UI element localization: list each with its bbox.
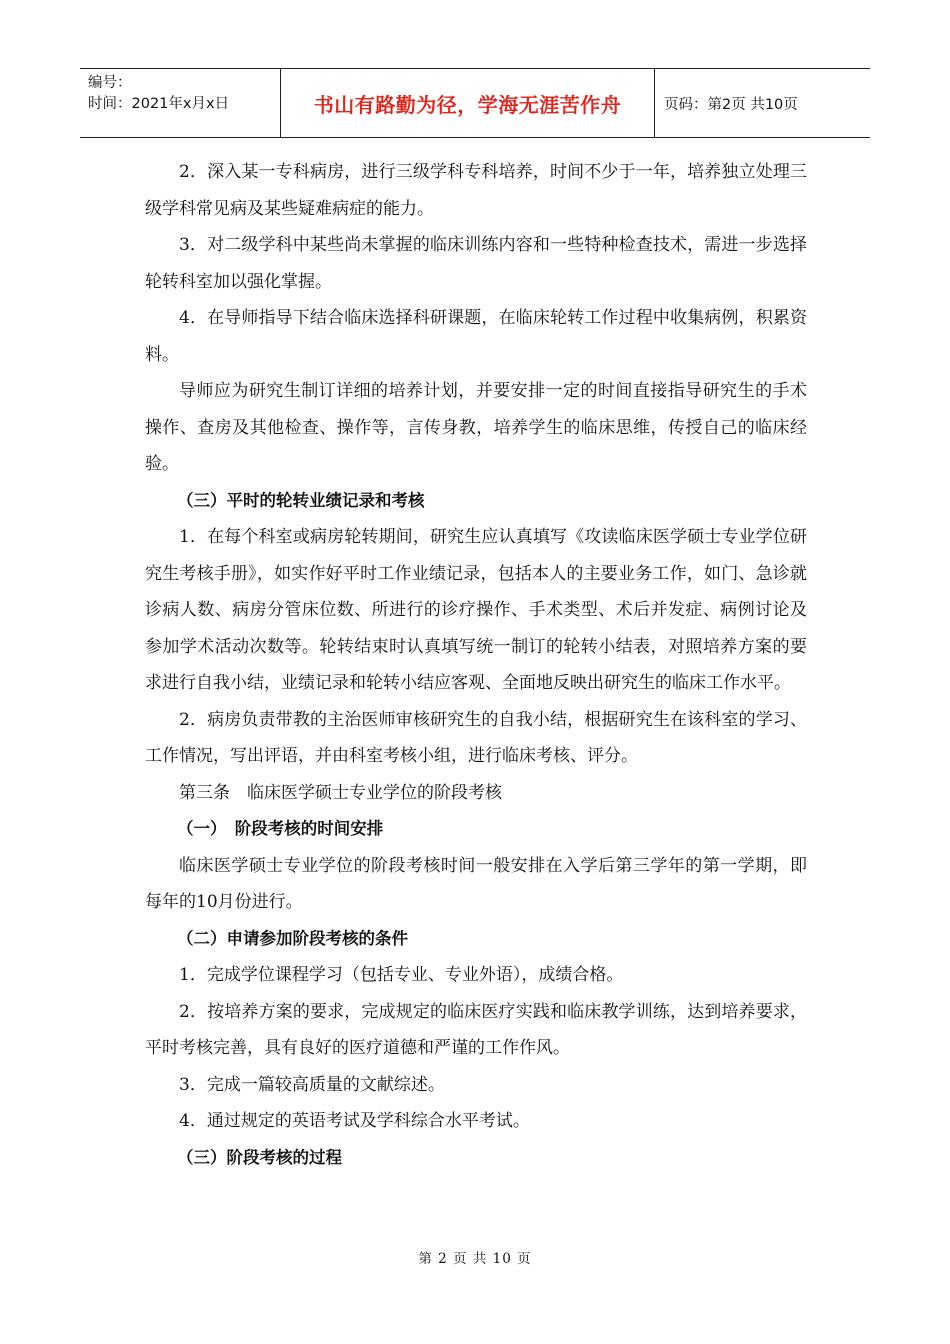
- section-heading: （三）阶段考核的过程: [177, 1147, 342, 1167]
- document-date-label: 时间：2021年x月x日: [88, 96, 230, 112]
- section-heading: （三）平时的轮转业绩记录和考核: [177, 490, 425, 510]
- header-page-number: 页码：第2页 共10页: [664, 96, 798, 113]
- document-body: [145, 154, 807, 1176]
- paragraph: 4．在导师指导下结合临床选择科研课题，在临床轮转工作过程中收集病例，积累资料。: [145, 308, 807, 365]
- header-motto: 书山有路勤为径，学海无涯苦作舟: [280, 69, 655, 137]
- paragraph: 2．病房负责带教的主治医师审核研究生的自我小结，根据研究生在该科室的学习、工作情况，写出评语，并由科室考核小组，进行临床考核、评分。: [145, 709, 807, 766]
- paragraph: 3．完成一篇较高质量的文献综述。: [179, 1074, 445, 1095]
- article-heading: 第三条 临床医学硕士专业学位的阶段考核: [179, 782, 502, 803]
- paragraph: 2．深入某一专科病房，进行三级学科专科培养，时间不少于一年，培养独立处理三级学科常见病及某些疑难病症的能力。: [145, 162, 807, 219]
- section-heading: （二）申请参加阶段考核的条件: [177, 928, 408, 948]
- paragraph: 3．对二级学科中某些尚未掌握的临床训练内容和一些特种检查技术，需进一步选择轮转科室加以强化掌握。: [145, 235, 807, 292]
- paragraph: 4．通过规定的英语考试及学科综合水平考试。: [179, 1111, 530, 1131]
- paragraph: 1．在每个科室或病房轮转期间，研究生应认真填写《攻读临床医学硕士专业学位研究生考核手册》，如实作好平时工作业绩记录，包括本人的主要业务工作，如门、急诊就诊病人数、病房分管床位数、所进行的诊疗操作、手术类型、术后并发症、病例讨论及参加学术活动次数等。轮转结束时认真填写统一制订的轮转小结表，对照培养方案的要求进行自我小结，业绩记录和轮转小结应客观、全面地反映出研究生的临床工作水平。: [145, 527, 807, 693]
- section-heading: （一） 阶段考核的时间安排: [177, 819, 384, 838]
- paragraph: 导师应为研究生制订详细的培养计划，并要安排一定的时间直接指导研究生的手术操作、查房及其他检查、操作等，言传身教，培养学生的临床思维，传授自己的临床经验。: [145, 381, 807, 474]
- header-meta: [80, 69, 280, 137]
- paragraph: 1．完成学位课程学习（包括专业、专业外语），成绩合格。: [179, 965, 624, 985]
- paragraph: 临床医学硕士专业学位的阶段考核时间一般安排在入学后第三学年的第一学期，即每年的10月份进行。: [145, 855, 807, 912]
- document-number-label: 编号：: [88, 75, 132, 91]
- paragraph: 2．按培养方案的要求，完成规定的临床医疗实践和临床教学训练，达到培养要求，平时考核完善，具有良好的医疗道德和严谨的工作作风。: [145, 1001, 807, 1058]
- page-header: [80, 68, 870, 138]
- page-footer: 第 2 页 共 10 页: [418, 1251, 532, 1267]
